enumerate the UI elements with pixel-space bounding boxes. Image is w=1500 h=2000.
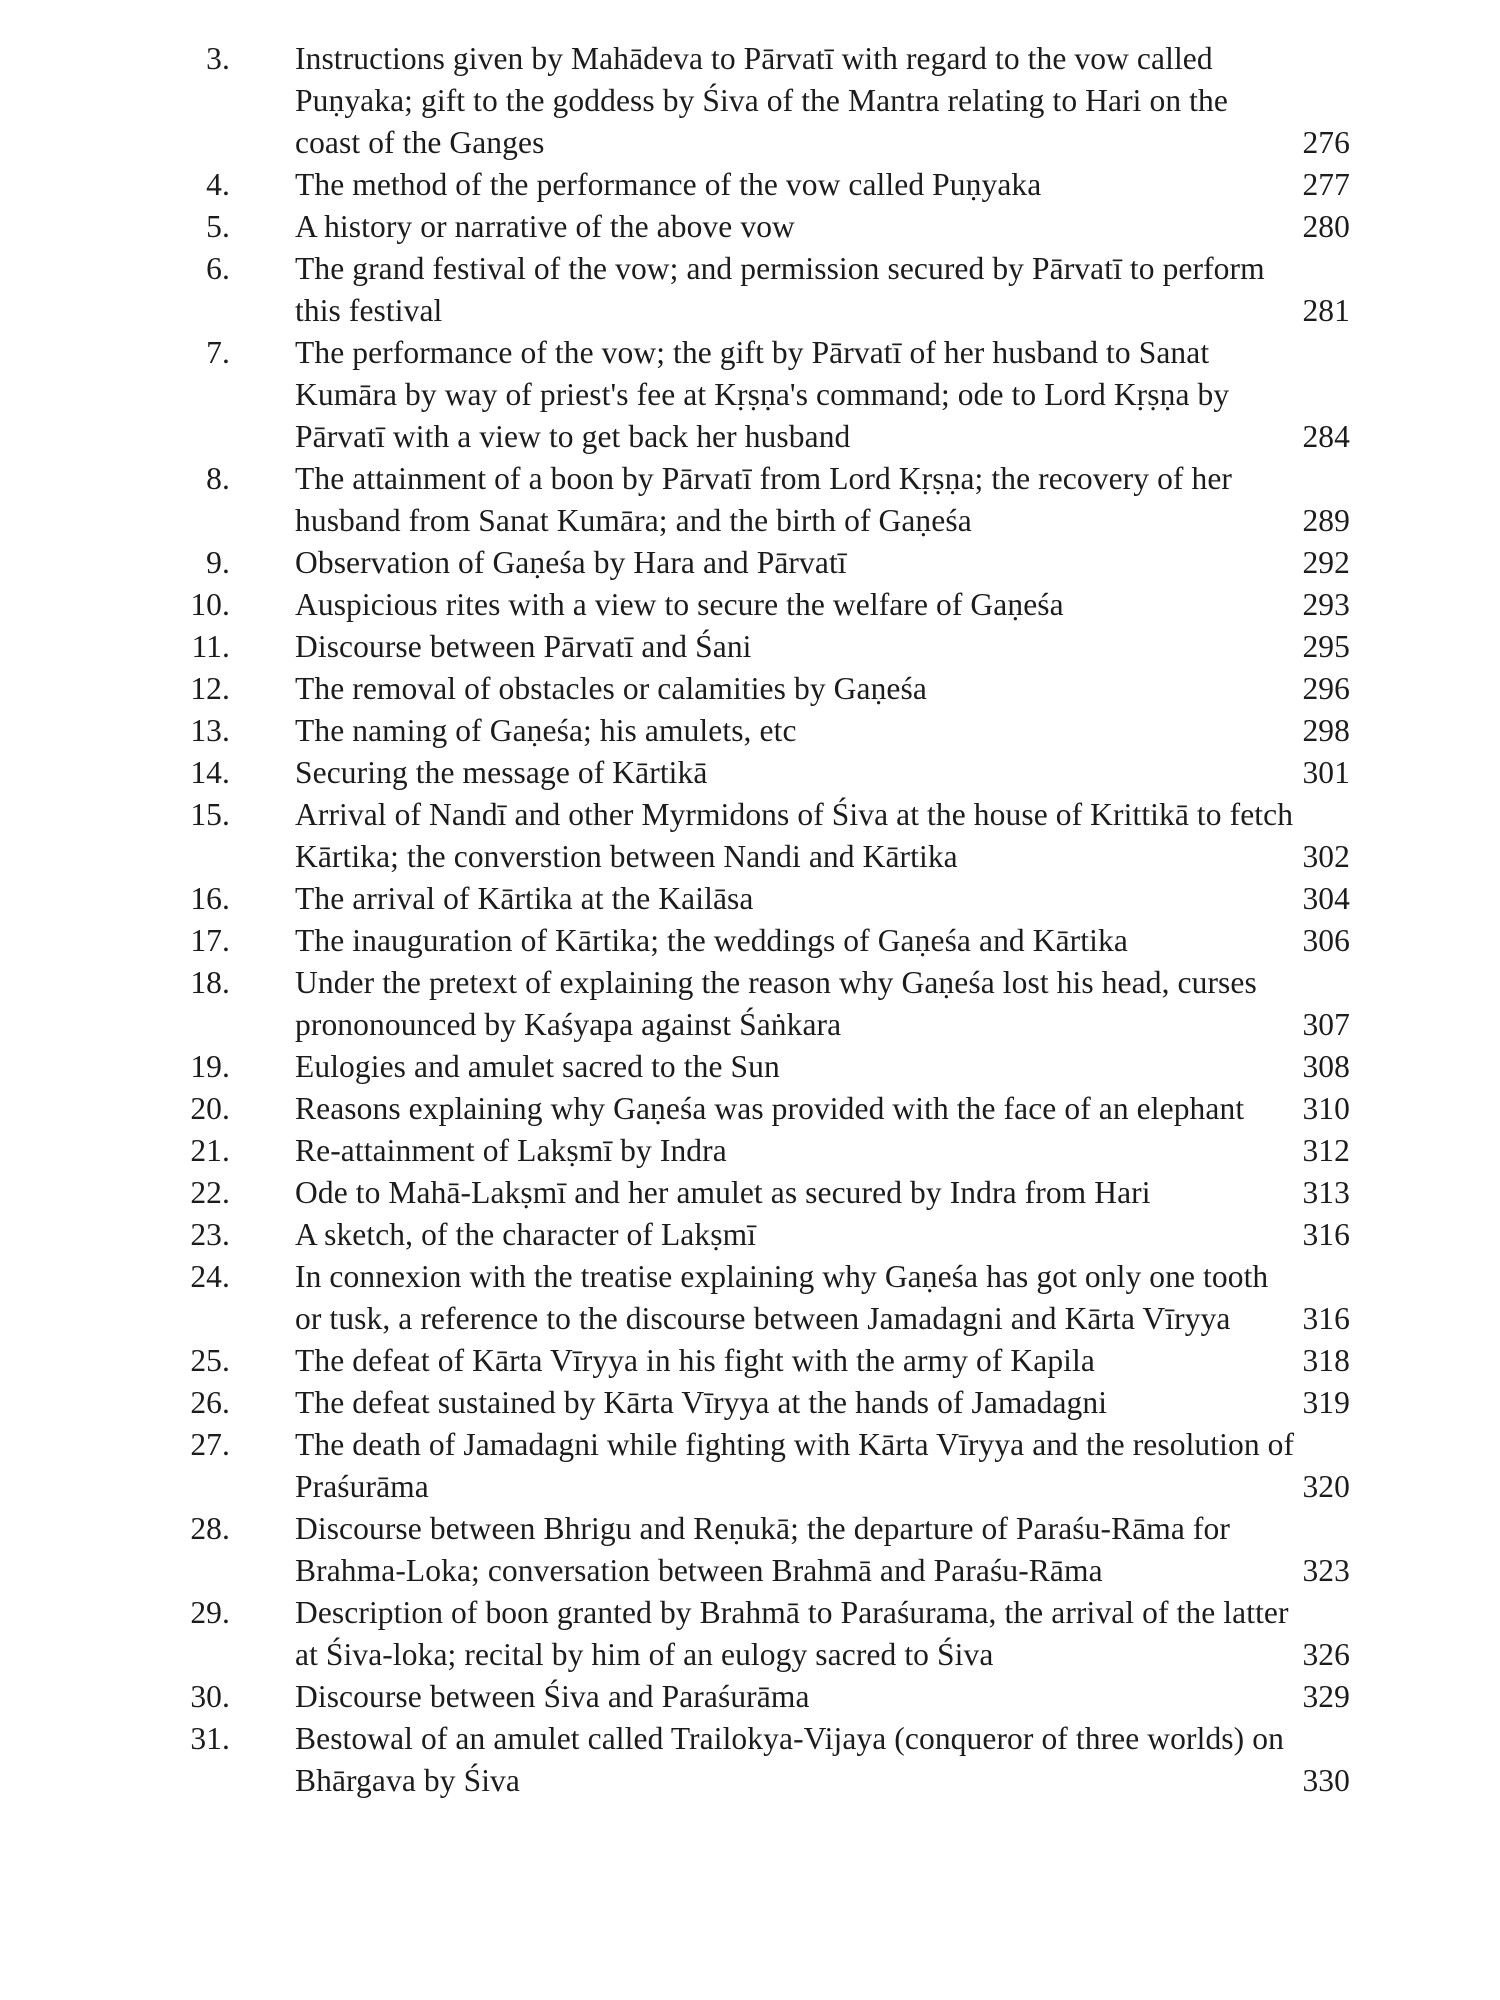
- entry-title: Ode to Mahā-Lakṣmī and her amulet as secured by Indra from Hari: [295, 1175, 1151, 1210]
- entry-title: Bestowal of an amulet called Trailokya-Vijaya (conqueror of three worlds) on Bhārgava by Śiva: [295, 1721, 1284, 1798]
- entry-title: A sketch, of the character of Lakṣmī: [295, 1217, 757, 1252]
- entry-number: 3.: [206, 41, 230, 76]
- entry-page: 295: [1302, 629, 1350, 664]
- entry-page: 296: [1302, 671, 1350, 706]
- entry-title: Securing the message of Kārtikā: [295, 755, 708, 790]
- entry-title: The arrival of Kārtika at the Kailāsa: [295, 881, 754, 916]
- entry-title: Discourse between Pārvatī and Śani: [295, 629, 752, 664]
- entry-page: 320: [1302, 1469, 1350, 1504]
- toc-entry: [150, 248, 1350, 332]
- entry-page: 302: [1302, 839, 1350, 874]
- entry-title: Description of boon granted by Brahmā to Paraśurama, the arrival of the latter at Śiva-loka; recital by him of an eulogy sacred to Śiva: [295, 1595, 1289, 1672]
- entry-page: 292: [1302, 545, 1350, 580]
- entry-page: 326: [1302, 1637, 1350, 1672]
- entry-title: In connexion with the treatise explaining why Gaṇeśa has got only one tooth or tusk, a reference to the discourse between Jamadagni and Kārta Vīryya: [295, 1259, 1269, 1336]
- entry-number: 20.: [190, 1091, 230, 1126]
- entry-title: Under the pretext of explaining the reason why Gaṇeśa lost his head, curses prononounced by Kaśyapa against Śaṅkara: [295, 965, 1257, 1042]
- entry-title: The grand festival of the vow; and permission secured by Pārvatī to perform this festival: [295, 251, 1265, 328]
- entry-number: 4.: [206, 167, 230, 202]
- entry-title: Observation of Gaṇeśa by Hara and Pārvatī: [295, 545, 847, 580]
- entry-page: 316: [1302, 1217, 1350, 1252]
- entry-number: 15.: [190, 797, 230, 832]
- entry-number: 26.: [190, 1385, 230, 1420]
- entry-number: 18.: [190, 965, 230, 1000]
- entry-title: The inauguration of Kārtika; the weddings of Gaṇeśa and Kārtika: [295, 923, 1128, 958]
- toc-entry: [150, 458, 1350, 542]
- entry-title: Discourse between Bhrigu and Reṇukā; the departure of Paraśu-Rāma for Brahma-Loka; conversation between Brahmā and Paraśu-Rāma: [295, 1511, 1230, 1588]
- entry-title: The defeat sustained by Kārta Vīryya at the hands of Jamadagni: [295, 1385, 1108, 1420]
- entry-page: 330: [1302, 1763, 1350, 1798]
- entry-page: 312: [1302, 1133, 1350, 1168]
- contents-list: [150, 38, 1350, 1802]
- entry-page: 289: [1302, 503, 1350, 538]
- entry-page: 293: [1302, 587, 1350, 622]
- entry-page: 301: [1302, 755, 1350, 790]
- entry-page: 313: [1302, 1175, 1350, 1210]
- entry-page: 310: [1302, 1091, 1350, 1126]
- entry-number: 23.: [190, 1217, 230, 1252]
- toc-entry: [150, 668, 1350, 710]
- toc-entry: [150, 164, 1350, 206]
- toc-entry: [150, 1508, 1350, 1592]
- entry-page: 319: [1302, 1385, 1350, 1420]
- entry-title: Re-attainment of Lakṣmī by Indra: [295, 1133, 727, 1168]
- toc-entry: [150, 752, 1350, 794]
- entry-page: 307: [1302, 1007, 1350, 1042]
- entry-page: 308: [1302, 1049, 1350, 1084]
- entry-number: 6.: [206, 251, 230, 286]
- entry-number: 31.: [190, 1721, 230, 1756]
- toc-entry: [150, 1046, 1350, 1088]
- toc-entry: [150, 1592, 1350, 1676]
- toc-entry: [150, 794, 1350, 878]
- toc-entry: [150, 1676, 1350, 1718]
- entry-number: 24.: [190, 1259, 230, 1294]
- entry-page: 323: [1302, 1553, 1350, 1588]
- entry-page: 318: [1302, 1343, 1350, 1378]
- entry-number: 27.: [190, 1427, 230, 1462]
- entry-title: Discourse between Śiva and Paraśurāma: [295, 1679, 810, 1714]
- entry-page: 277: [1302, 167, 1350, 202]
- toc-entry: [150, 1130, 1350, 1172]
- toc-entry: [150, 1718, 1350, 1802]
- entry-title: Arrival of Nandī and other Myrmidons of Śiva at the house of Krittikā to fetch Kārtika; the converstion between Nandi and Kārtika: [295, 797, 1294, 874]
- entry-page: 306: [1302, 923, 1350, 958]
- toc-entry: [150, 626, 1350, 668]
- entry-page: 298: [1302, 713, 1350, 748]
- entry-number: 14.: [190, 755, 230, 790]
- entry-number: 17.: [190, 923, 230, 958]
- entry-title: The naming of Gaṇeśa; his amulets, etc: [295, 713, 797, 748]
- entry-title: Reasons explaining why Gaṇeśa was provided with the face of an elephant: [295, 1091, 1245, 1126]
- toc-entry: [150, 1424, 1350, 1508]
- entry-title: The attainment of a boon by Pārvatī from Lord Kṛṣṇa; the recovery of her husband from Sanat Kumāra; and the birth of Gaṇeśa: [295, 461, 1233, 538]
- entry-number: 30.: [190, 1679, 230, 1714]
- entry-number: 21.: [190, 1133, 230, 1168]
- toc-entry: [150, 332, 1350, 458]
- entry-title: Instructions given by Mahādeva to Pārvatī with regard to the vow called Puṇyaka; gift to the goddess by Śiva of the Mantra relating to Hari on the coast of the Ganges: [295, 41, 1228, 160]
- entry-number: 13.: [190, 713, 230, 748]
- toc-entry: [150, 920, 1350, 962]
- entry-title: A history or narrative of the above vow: [295, 209, 795, 244]
- entry-number: 11.: [191, 629, 230, 664]
- toc-entry: [150, 710, 1350, 752]
- entry-page: 281: [1302, 293, 1350, 328]
- entry-page: 316: [1302, 1301, 1350, 1336]
- entry-number: 19.: [190, 1049, 230, 1084]
- entry-number: 29.: [190, 1595, 230, 1630]
- entry-number: 9.: [206, 545, 230, 580]
- toc-entry: [150, 1382, 1350, 1424]
- entry-page: 284: [1302, 419, 1350, 454]
- entry-number: 8.: [206, 461, 230, 496]
- toc-entry: [150, 1214, 1350, 1256]
- toc-entry: [150, 1256, 1350, 1340]
- entry-number: 16.: [190, 881, 230, 916]
- entry-title: The removal of obstacles or calamities by Gaṇeśa: [295, 671, 927, 706]
- toc-entry: [150, 542, 1350, 584]
- entry-number: 22.: [190, 1175, 230, 1210]
- toc-entry: [150, 38, 1350, 164]
- entry-page: 329: [1302, 1679, 1350, 1714]
- entry-page: 304: [1302, 881, 1350, 916]
- entry-number: 10.: [190, 587, 230, 622]
- entry-number: 5.: [206, 209, 230, 244]
- toc-entry: [150, 1340, 1350, 1382]
- entry-number: 12.: [190, 671, 230, 706]
- entry-page: 280: [1302, 209, 1350, 244]
- entry-title: The method of the performance of the vow called Puṇyaka: [295, 167, 1042, 202]
- entry-title: The performance of the vow; the gift by Pārvatī of her husband to Sanat Kumāra by way of priest's fee at Kṛṣṇa's command; ode to Lord Kṛṣṇa by Pārvatī with a view to get back her husband: [295, 335, 1230, 454]
- toc-entry: [150, 206, 1350, 248]
- entry-title: Eulogies and amulet sacred to the Sun: [295, 1049, 780, 1084]
- toc-entry: [150, 962, 1350, 1046]
- entry-title: Auspicious rites with a view to secure the welfare of Gaṇeśa: [295, 587, 1064, 622]
- entry-page: 276: [1302, 125, 1350, 160]
- toc-entry: [150, 878, 1350, 920]
- toc-entry: [150, 584, 1350, 626]
- toc-entry: [150, 1172, 1350, 1214]
- toc-entry: [150, 1088, 1350, 1130]
- entry-number: 28.: [190, 1511, 230, 1546]
- entry-number: 25.: [190, 1343, 230, 1378]
- entry-number: 7.: [206, 335, 230, 370]
- entry-title: The defeat of Kārta Vīryya in his fight with the army of Kapila: [295, 1343, 1095, 1378]
- entry-title: The death of Jamadagni while fighting with Kārta Vīryya and the resolution of Praśurāma: [295, 1427, 1295, 1504]
